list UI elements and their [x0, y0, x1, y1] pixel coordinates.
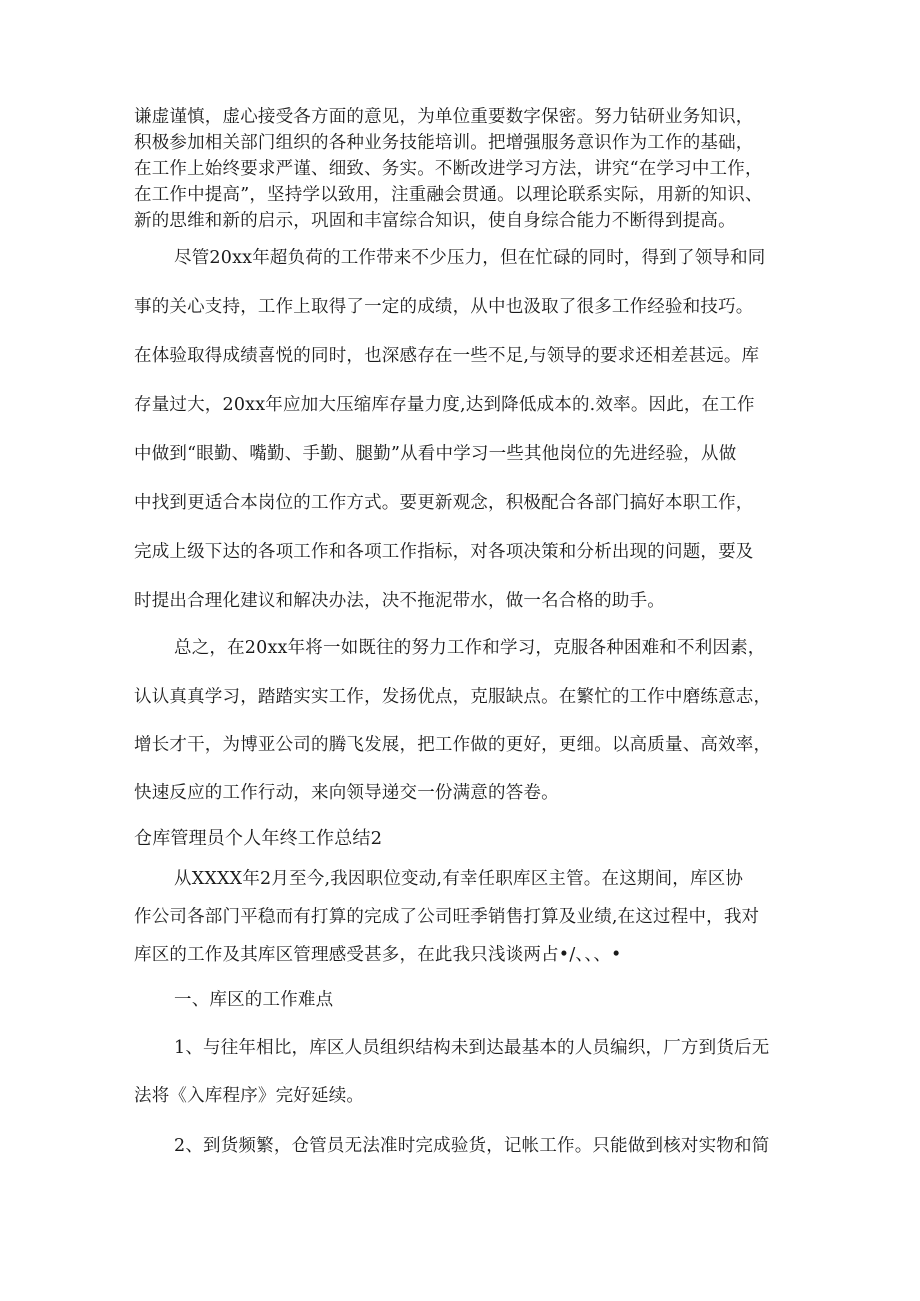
paragraph-2-line-3: 在体验取得成绩喜悦的同时，也深感存在一些不足,与领导的要求还相差甚远。库	[134, 346, 760, 366]
paragraph-1-line-5: 新的思维和新的启示，巩固和丰富综合知识，使自身综合能力不断得到提高。	[134, 211, 736, 231]
section-paragraph-1-line-1: 从XXXX年2月至今,我因职位变动,有幸任职库区主管。在这期间，库区协	[174, 869, 744, 889]
paragraph-2-line-8: 时提出合理化建议和解决办法，决不拖泥带水，做一名合格的助手。	[134, 591, 665, 611]
paragraph-1-line-1: 谦虚谨慎，虚心接受各方面的意见，为单位重要数字保密。努力钻研业务知识，	[134, 107, 754, 127]
paragraph-2-line-2: 事的关心支持，工作上取得了一定的成绩，从中也汲取了很多工作经验和技巧。	[134, 297, 754, 317]
paragraph-1-line-2: 积极参加相关部门组织的各种业务技能培训。把增强服务意识作为工作的基础，	[134, 133, 754, 153]
item-1-line-2: 法将《入库程序》完好延续。	[134, 1086, 365, 1106]
paragraph-2-line-1: 尽管20xx年超负荷的工作带来不少压力，但在忙碌的同时，得到了领导和同	[174, 248, 766, 268]
paragraph-2-line-4: 存量过大，20xx年应加大压缩库存量力度,达到降低成本的.效率。因此，在工作	[134, 395, 755, 415]
section-title: 仓库管理员个人年终工作总结2	[134, 828, 383, 849]
section-paragraph-1-line-2: 作公司各部门平稳而有打算的完成了公司旺季销售打算及业绩,在这过程中，我对	[134, 907, 760, 927]
paragraph-3-line-2: 认认真真学习，踏踏实实工作，发扬优点，克服缺点。在繁忙的工作中磨练意志，	[134, 687, 772, 707]
paragraph-2-line-6: 中找到更适合本岗位的工作方式。要更新观念，积极配合各部门搞好本职工作，	[134, 493, 754, 513]
section-paragraph-1-line-3: 库区的工作及其库区管理感受甚多，在此我只浅谈两占•/、、、•	[134, 945, 622, 965]
paragraph-2-line-5: 中做到“眼勤、嘴勤、手勤、腿勤”从看中学习一些其他岗位的先进经验，从做	[134, 444, 737, 464]
paragraph-3-line-3: 增长才干，为博亚公司的腾飞发展，把工作做的更好，更细。以高质量、高效率，	[134, 735, 772, 755]
paragraph-2-line-7: 完成上级下达的各项工作和各项工作指标，对各项决策和分析出现的问题，要及	[134, 542, 754, 562]
paragraph-1-line-4: 在工作中提高”，坚持学以致用，注重融会贯通。以理论联系实际，用新的知识、	[134, 185, 763, 205]
paragraph-1-line-3: 在工作上始终要求严谨、细致、务实。不断改进学习方法，讲究“在学习中工作，	[134, 159, 763, 179]
subheading-work-difficulties: 一、库区的工作难点	[174, 990, 334, 1010]
item-2-line-1: 2、到货频繁，仓管员无法准时完成验货，记帐工作。只能做到核对实物和简	[174, 1136, 770, 1156]
item-1-line-1: 1、与往年相比，库区人员组织结构未到达最基本的人员编织，厂方到货后无	[174, 1038, 770, 1058]
paragraph-3-line-1: 总之，在20xx年将一如既往的努力工作和学习，克服各种困难和不利因素，	[174, 638, 766, 658]
paragraph-3-line-4: 快速反应的工作行动，来向领导递交一份满意的答卷。	[134, 783, 559, 803]
